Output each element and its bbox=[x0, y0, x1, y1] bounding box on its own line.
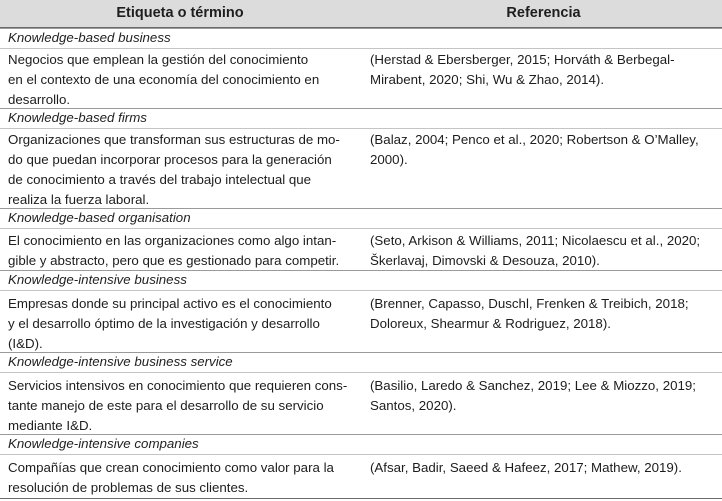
term-label: Knowledge-intensive business bbox=[8, 272, 187, 287]
term-description: El conocimiento en las organizaciones como algo intan- gible y abstracto, pero que es gestionado para competir. bbox=[8, 233, 340, 268]
header-reference-column: Referencia bbox=[506, 5, 581, 21]
table-row bbox=[0, 290, 722, 352]
table-row bbox=[0, 372, 722, 434]
term-description: Compañías que crean conocimiento como valor para la resolución de problemas de sus clientes. bbox=[8, 460, 334, 495]
term-label: Knowledge-based organisation bbox=[8, 210, 191, 225]
table-bottom-rule bbox=[0, 498, 722, 499]
term-reference: (Brenner, Capasso, Duschl, Frenken & Treibich, 2018; Doloreux, Shearmur & Rodriguez, 2018). bbox=[370, 296, 689, 331]
term-row bbox=[0, 28, 722, 48]
term-row bbox=[0, 352, 722, 372]
term-label: Knowledge-based firms bbox=[8, 110, 147, 125]
term-description: Organizaciones que transforman sus estructuras de mo- do que puedan incorporar procesos para la generación de conocimiento a través del trabajo intelectual que realiza la fuerza laboral. bbox=[8, 132, 340, 207]
term-label: Knowledge-based business bbox=[8, 30, 171, 45]
term-description: Negocios que emplean la gestión del conocimiento en el contexto de una economía del conocimiento en desarrollo. bbox=[8, 52, 320, 107]
term-label: Knowledge-intensive business service bbox=[8, 354, 233, 369]
table-row bbox=[0, 454, 722, 498]
term-reference: (Herstad & Ebersberger, 2015; Horváth & Berbegal- Mirabent, 2020; Shi, Wu & Zhao, 2014). bbox=[370, 52, 675, 87]
term-description: Empresas donde su principal activo es el conocimiento y el desarrollo óptimo de la investigación y desarrollo (I&D). bbox=[8, 296, 332, 351]
term-reference: (Seto, Arkison & Williams, 2011; Nicolaescu et al., 2020; Škerlavaj, Dimovski & Desouza, 2010). bbox=[370, 233, 701, 268]
header-term-column: Etiqueta o término bbox=[116, 5, 244, 21]
term-row bbox=[0, 108, 722, 128]
table-row bbox=[0, 128, 722, 208]
term-row bbox=[0, 434, 722, 454]
term-reference: (Balaz, 2004; Penco et al., 2020; Robertson & O’Malley, 2000). bbox=[370, 132, 699, 167]
term-row bbox=[0, 208, 722, 228]
table-row bbox=[0, 228, 722, 270]
term-description: Servicios intensivos en conocimiento que requieren cons- tante manejo de este para el desarrollo de su servicio mediante I&D. bbox=[8, 378, 348, 433]
term-reference: (Basilio, Laredo & Sanchez, 2019; Lee & Miozzo, 2019; Santos, 2020). bbox=[370, 378, 696, 413]
term-label: Knowledge-intensive companies bbox=[8, 436, 199, 451]
term-reference: (Afsar, Badir, Saeed & Hafeez, 2017; Mathew, 2019). bbox=[370, 460, 682, 475]
term-row bbox=[0, 270, 722, 290]
table-header bbox=[0, 0, 722, 28]
table-row bbox=[0, 48, 722, 108]
